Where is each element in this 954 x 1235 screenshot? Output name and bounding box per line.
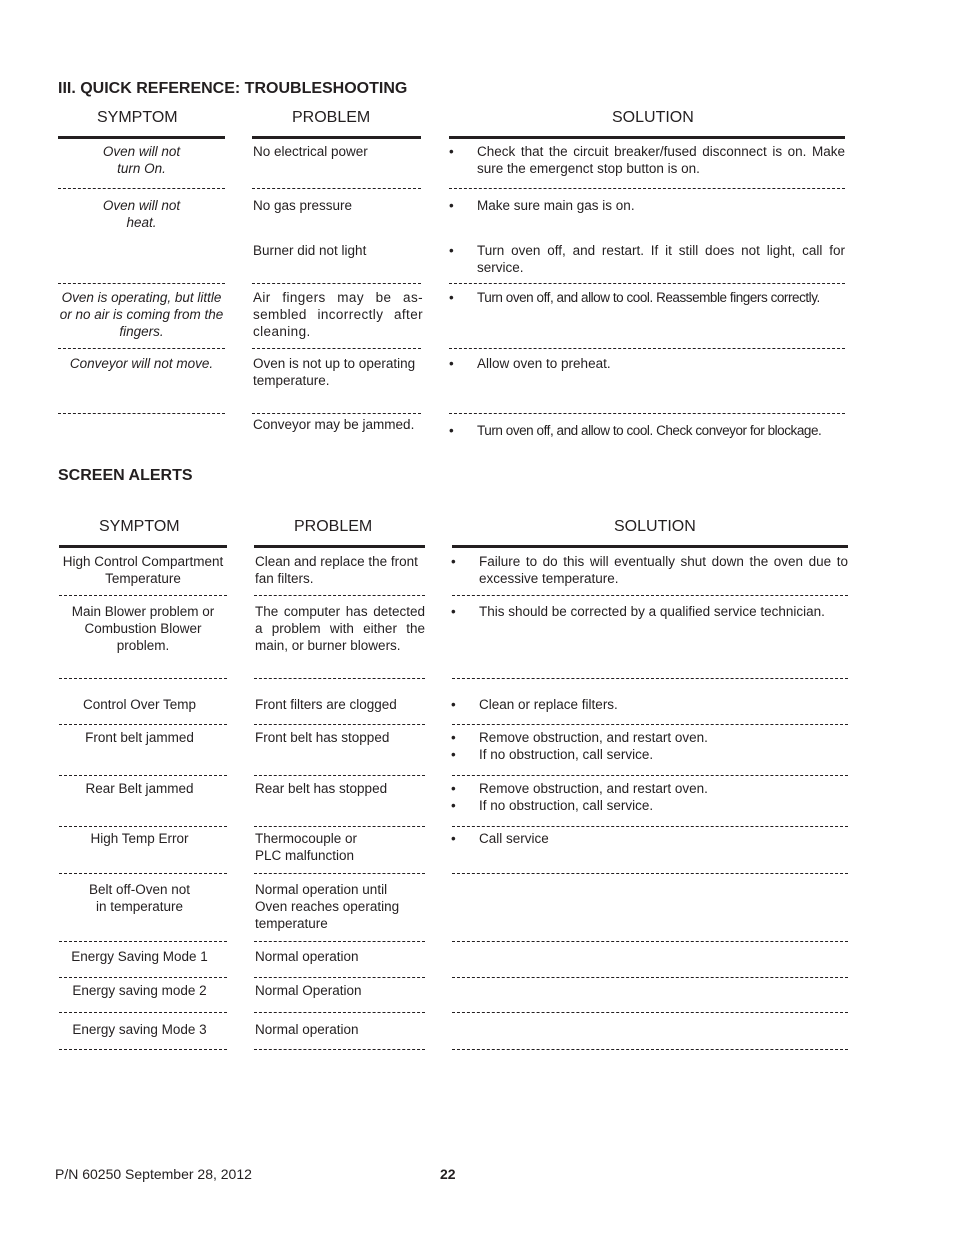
header-rule [449,136,845,139]
row-divider [59,977,227,978]
solution-item: • Turn oven off, and allow to cool. Check conveyor for blockage. [449,423,822,438]
row-divider [452,941,848,942]
col-header-problem: PROBLEM [292,109,371,126]
col-header-symptom: SYMPTOM [97,109,178,126]
solution-item: • Allow oven to preheat. [449,356,611,371]
row-divider [449,348,845,349]
row-divider [254,826,425,827]
row-divider [254,873,425,874]
row-divider [254,678,425,679]
problem-cell: Rear belt has stopped [255,781,388,796]
col-header-symptom: SYMPTOM [99,518,180,535]
row-divider [452,775,848,776]
row-divider [254,1049,425,1050]
problem-cell: Air fingers may be as-sembled incorrectly after cleaning. [253,290,423,339]
symptom-cell: Energy saving Mode 3 [72,1022,207,1037]
problem-cell: Burner did not light [253,243,367,258]
problem-cell: Clean and replace the front fan filters. [255,554,418,586]
solution-item: • Turn oven off, and restart. If it still does not light, call for service. [449,243,845,275]
problem-cell: Normal operation until Oven reaches operating temperature [255,882,400,931]
row-divider [452,724,848,725]
solution-item: • Remove obstruction, and restart oven. [451,730,708,745]
row-divider [58,413,225,414]
problem-cell: Conveyor may be jammed. [253,417,415,432]
symptom-cell: High Control Compartment Temperature [62,554,224,586]
problem-cell: Normal Operation [255,983,362,998]
row-divider [449,413,845,414]
row-divider [449,188,845,189]
solution-item: • Call service [451,831,549,846]
solution-item: • Remove obstruction, and restart oven. [451,781,708,796]
footer-part-number: P/N 60250 September 28, 2012 [55,1166,252,1182]
row-divider [59,1012,227,1013]
header-rule [452,545,848,548]
row-divider [252,413,421,414]
problem-cell: The computer has detected a problem with either the main, or burner blowers. [255,604,425,653]
col-header-solution: SOLUTION [614,518,696,535]
problem-cell: No electrical power [253,144,368,159]
problem-cell: Oven is not up to operating temperature. [253,356,416,388]
symptom-cell: Oven is operating, but little or no air is coming from the fingers. [59,290,224,339]
row-divider [59,775,227,776]
row-divider [452,826,848,827]
col-header-problem: PROBLEM [294,518,373,535]
problem-cell: Front belt has stopped [255,730,390,745]
row-divider [254,724,425,725]
solution-item: • If no obstruction, call service. [451,798,654,813]
solution-item: • Make sure main gas is on. [449,198,635,213]
page-number: 22 [440,1166,456,1182]
row-divider [452,977,848,978]
row-divider [58,283,225,284]
row-divider [252,283,421,284]
symptom-cell: Energy Saving Mode 1 [71,949,208,964]
row-divider [452,1049,848,1050]
problem-cell: Normal operation [255,1022,359,1037]
symptom-cell: Belt off-Oven not in temperature [88,882,191,914]
symptom-cell: High Temp Error [90,831,189,846]
symptom-cell: Rear Belt jammed [85,781,194,796]
header-rule [252,136,421,139]
row-divider [252,348,421,349]
row-divider [59,1049,227,1050]
symptom-cell: Main Blower problem or Combustion Blower problem. [71,604,215,653]
row-divider [59,724,227,725]
row-divider [452,678,848,679]
problem-cell: Front filters are clogged [255,697,397,712]
header-rule [59,545,227,548]
solution-item: • Turn oven off, and allow to cool. Reassemble fingers correctly. [449,290,820,305]
row-divider [59,678,227,679]
problem-cell: Normal operation [255,949,359,964]
row-divider [59,595,227,596]
row-divider [254,977,425,978]
row-divider [452,1012,848,1013]
row-divider [252,188,421,189]
row-divider [452,873,848,874]
solution-item: • Clean or replace filters. [451,697,618,712]
solution-item: • This should be corrected by a qualified service technician. [451,604,825,619]
symptom-cell: Oven will not turn On. [102,144,181,176]
row-divider [59,873,227,874]
solution-item: • If no obstruction, call service. [451,747,654,762]
section-title: SCREEN ALERTS [58,467,193,484]
problem-cell: Thermocouple or PLC malfunction [255,831,358,863]
col-header-solution: SOLUTION [612,109,694,126]
row-divider [58,188,225,189]
row-divider [254,595,425,596]
problem-cell: No gas pressure [253,198,353,213]
row-divider [254,1012,425,1013]
solution-item: • Check that the circuit breaker/fused disconnect is on. Make sure the emergenct stop button is on. [449,144,845,176]
row-divider [59,826,227,827]
row-divider [254,775,425,776]
header-rule [58,136,225,139]
symptom-cell: Control Over Temp [82,697,197,712]
symptom-cell: Energy saving mode 2 [72,983,207,998]
row-divider [59,941,227,942]
row-divider [452,595,848,596]
row-divider [58,348,225,349]
section-title: III. QUICK REFERENCE: TROUBLESHOOTING [58,80,408,97]
row-divider [254,941,425,942]
row-divider [449,283,845,284]
symptom-cell: Front belt jammed [85,730,194,745]
symptom-cell: Oven will not heat. [102,198,181,230]
symptom-cell: Conveyor will not move. [69,356,214,371]
solution-item: • Failure to do this will eventually shut down the oven due to excessive temperature. [451,554,848,586]
header-rule [254,545,425,548]
